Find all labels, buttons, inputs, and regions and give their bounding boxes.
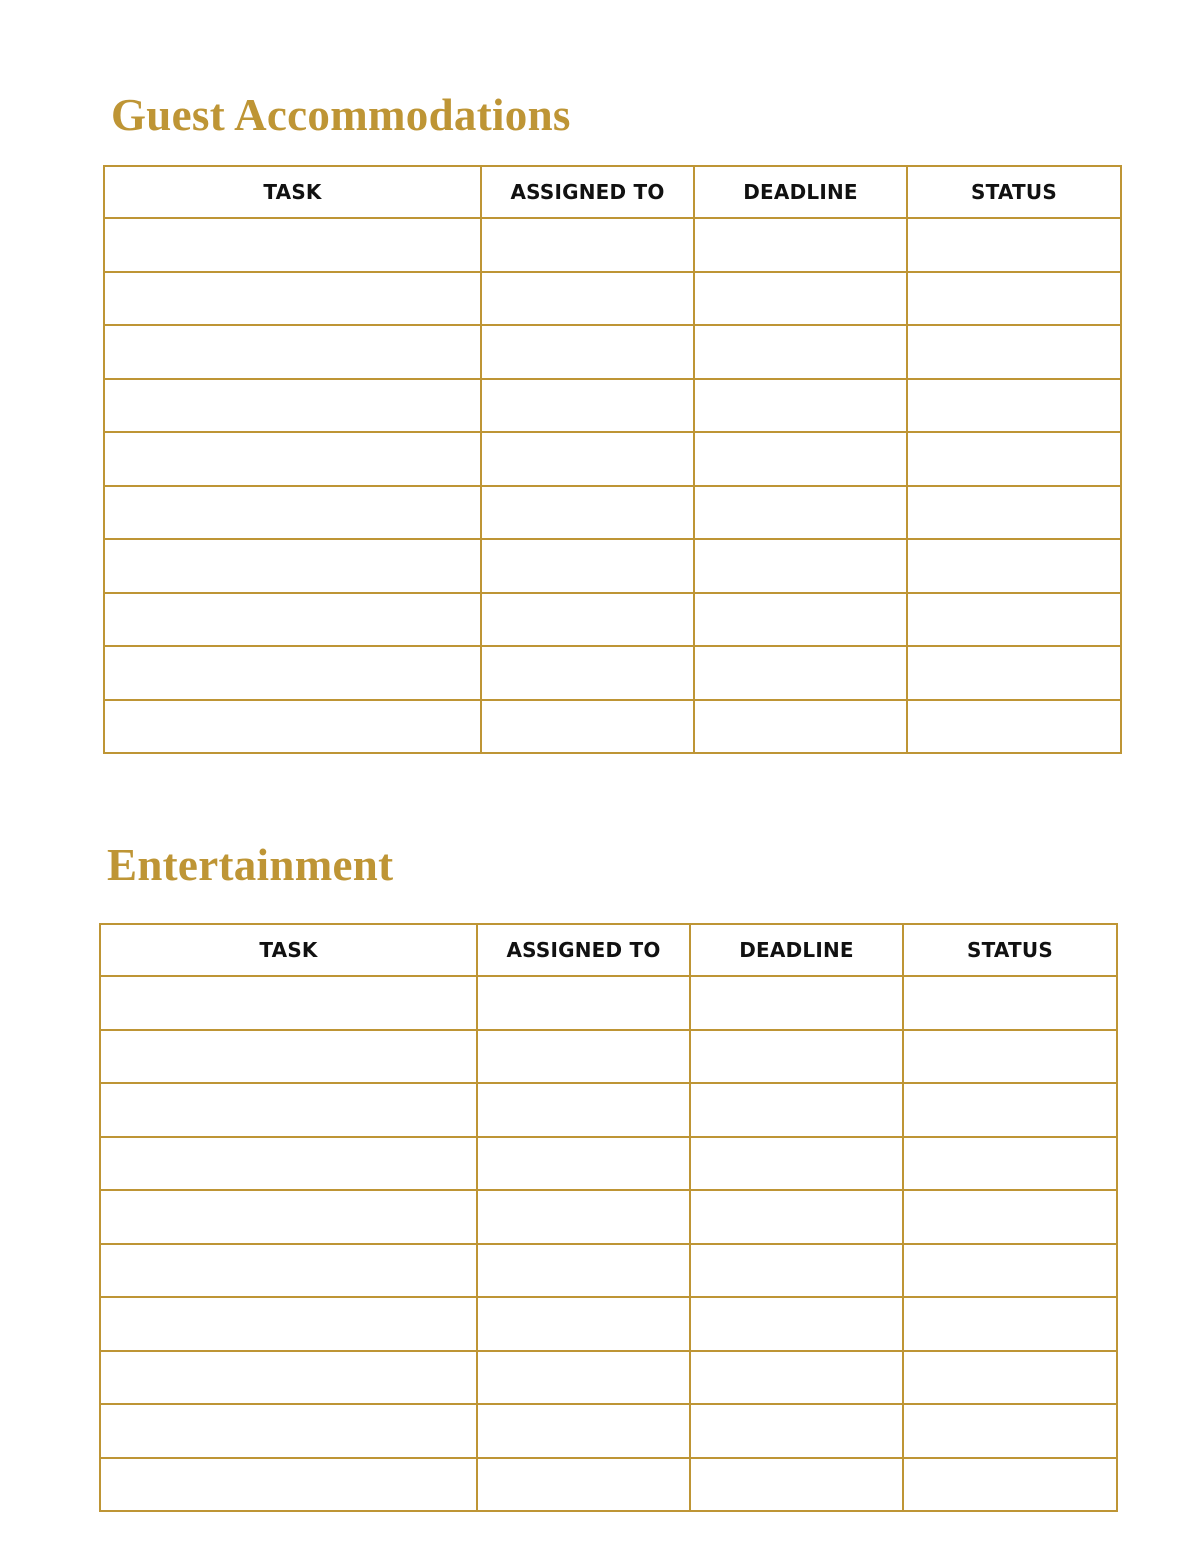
task-cell[interactable] <box>100 1137 477 1191</box>
task-cell[interactable] <box>104 432 481 486</box>
status-cell[interactable] <box>903 1351 1117 1405</box>
column-header-status: STATUS <box>907 166 1121 218</box>
deadline-cell[interactable] <box>690 1244 903 1298</box>
task-cell[interactable] <box>104 593 481 647</box>
status-cell[interactable] <box>903 1083 1117 1137</box>
table-row <box>100 1137 1117 1191</box>
task-cell[interactable] <box>104 325 481 379</box>
task-cell[interactable] <box>100 1190 477 1244</box>
table-row <box>104 593 1121 647</box>
status-cell[interactable] <box>907 593 1121 647</box>
status-cell[interactable] <box>907 379 1121 433</box>
deadline-cell[interactable] <box>694 539 907 593</box>
table-row <box>104 432 1121 486</box>
deadline-cell[interactable] <box>694 700 907 754</box>
deadline-cell[interactable] <box>694 325 907 379</box>
table-row <box>100 1244 1117 1298</box>
assigned-to-cell[interactable] <box>481 486 694 540</box>
status-cell[interactable] <box>907 325 1121 379</box>
assigned-to-cell[interactable] <box>481 432 694 486</box>
status-cell[interactable] <box>903 1030 1117 1084</box>
table-row <box>104 539 1121 593</box>
assigned-to-cell[interactable] <box>481 539 694 593</box>
status-cell[interactable] <box>903 1297 1117 1351</box>
column-header-deadline: DEADLINE <box>690 924 903 976</box>
table-row <box>104 646 1121 700</box>
assigned-to-cell[interactable] <box>481 325 694 379</box>
assigned-to-cell[interactable] <box>481 700 694 754</box>
assigned-to-cell[interactable] <box>477 1083 690 1137</box>
deadline-cell[interactable] <box>694 432 907 486</box>
assigned-to-cell[interactable] <box>477 1297 690 1351</box>
deadline-cell[interactable] <box>694 272 907 326</box>
deadline-cell[interactable] <box>694 646 907 700</box>
assigned-to-cell[interactable] <box>477 1137 690 1191</box>
deadline-cell[interactable] <box>694 379 907 433</box>
table-row <box>104 379 1121 433</box>
status-cell[interactable] <box>907 539 1121 593</box>
status-cell[interactable] <box>907 432 1121 486</box>
task-cell[interactable] <box>100 1244 477 1298</box>
table-row <box>104 700 1121 754</box>
deadline-cell[interactable] <box>690 1030 903 1084</box>
task-cell[interactable] <box>100 1404 477 1458</box>
section-title-guest-accommodations: Guest Accommodations <box>111 90 571 140</box>
status-cell[interactable] <box>907 486 1121 540</box>
assigned-to-cell[interactable] <box>481 218 694 272</box>
task-cell[interactable] <box>104 646 481 700</box>
table-header-row <box>100 924 1117 976</box>
table-row <box>100 1351 1117 1405</box>
status-cell[interactable] <box>903 1458 1117 1512</box>
status-cell[interactable] <box>903 1137 1117 1191</box>
task-cell[interactable] <box>100 1083 477 1137</box>
table-row <box>104 325 1121 379</box>
task-cell[interactable] <box>104 272 481 326</box>
deadline-cell[interactable] <box>690 976 903 1030</box>
task-cell[interactable] <box>104 700 481 754</box>
assigned-to-cell[interactable] <box>481 379 694 433</box>
table-row <box>100 1030 1117 1084</box>
table-header-row <box>104 166 1121 218</box>
column-header-assigned-to: ASSIGNED TO <box>477 924 690 976</box>
deadline-cell[interactable] <box>690 1190 903 1244</box>
assigned-to-cell[interactable] <box>481 272 694 326</box>
task-cell[interactable] <box>100 1458 477 1512</box>
assigned-to-cell[interactable] <box>477 1030 690 1084</box>
deadline-cell[interactable] <box>694 218 907 272</box>
column-header-assigned-to: ASSIGNED TO <box>481 166 694 218</box>
assigned-to-cell[interactable] <box>477 1244 690 1298</box>
status-cell[interactable] <box>903 1404 1117 1458</box>
deadline-cell[interactable] <box>690 1458 903 1512</box>
assigned-to-cell[interactable] <box>477 1190 690 1244</box>
status-cell[interactable] <box>907 272 1121 326</box>
deadline-cell[interactable] <box>690 1083 903 1137</box>
table-row <box>100 1297 1117 1351</box>
table-row <box>104 272 1121 326</box>
status-cell[interactable] <box>907 646 1121 700</box>
assigned-to-cell[interactable] <box>477 976 690 1030</box>
entertainment-table <box>99 923 1118 1512</box>
status-cell[interactable] <box>903 976 1117 1030</box>
task-cell[interactable] <box>100 976 477 1030</box>
deadline-cell[interactable] <box>690 1351 903 1405</box>
table-row <box>104 486 1121 540</box>
table-row <box>100 976 1117 1030</box>
task-cell[interactable] <box>104 486 481 540</box>
assigned-to-cell[interactable] <box>481 593 694 647</box>
column-header-status: STATUS <box>903 924 1117 976</box>
table-row <box>104 218 1121 272</box>
task-cell[interactable] <box>100 1030 477 1084</box>
guest-accommodations-table <box>103 165 1122 754</box>
column-header-task: TASK <box>104 166 481 218</box>
section-title-entertainment: Entertainment <box>107 840 394 890</box>
table-row <box>100 1404 1117 1458</box>
status-cell[interactable] <box>903 1244 1117 1298</box>
status-cell[interactable] <box>903 1190 1117 1244</box>
assigned-to-cell[interactable] <box>481 646 694 700</box>
assigned-to-cell[interactable] <box>477 1351 690 1405</box>
deadline-cell[interactable] <box>690 1137 903 1191</box>
deadline-cell[interactable] <box>694 486 907 540</box>
deadline-cell[interactable] <box>694 593 907 647</box>
assigned-to-cell[interactable] <box>477 1404 690 1458</box>
deadline-cell[interactable] <box>690 1404 903 1458</box>
assigned-to-cell[interactable] <box>477 1458 690 1512</box>
status-cell[interactable] <box>907 218 1121 272</box>
deadline-cell[interactable] <box>690 1297 903 1351</box>
table-row <box>100 1190 1117 1244</box>
status-cell[interactable] <box>907 700 1121 754</box>
table-row <box>100 1458 1117 1512</box>
task-cell[interactable] <box>104 379 481 433</box>
task-cell[interactable] <box>100 1297 477 1351</box>
task-cell[interactable] <box>100 1351 477 1405</box>
task-cell[interactable] <box>104 218 481 272</box>
task-cell[interactable] <box>104 539 481 593</box>
column-header-deadline: DEADLINE <box>694 166 907 218</box>
column-header-task: TASK <box>100 924 477 976</box>
table-row <box>100 1083 1117 1137</box>
